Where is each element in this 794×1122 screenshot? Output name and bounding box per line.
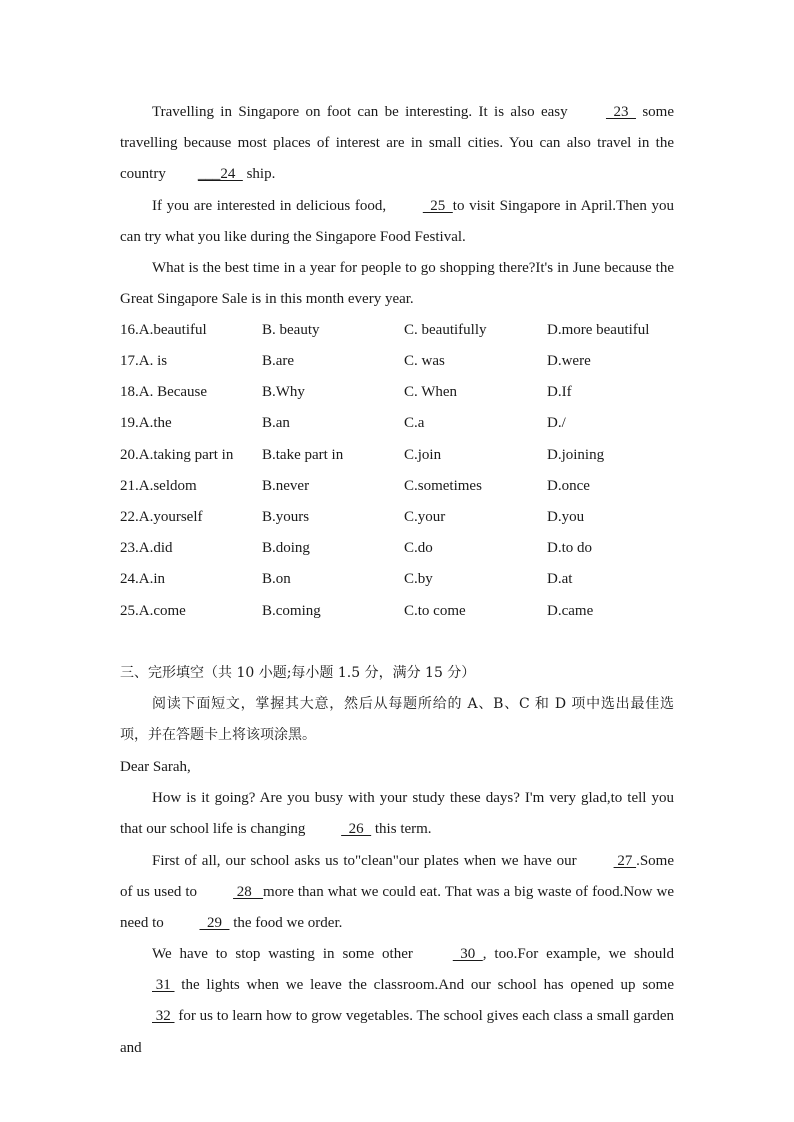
option-d: D.at (547, 571, 573, 587)
blank-25: 25 (422, 198, 453, 214)
blank-27: 27 (613, 853, 637, 869)
passage-text: some travelling because most places of interest are in small cities. You can also travel in the country (120, 104, 674, 183)
option-b: B.coming (262, 603, 321, 619)
option-c: C.do (404, 540, 433, 556)
blank-31: 31 (152, 977, 175, 994)
option-a: 19.A.the (120, 415, 172, 431)
question-options-17 (120, 346, 680, 377)
option-c: C.join (404, 447, 442, 463)
option-a: 20.A.taking part in (120, 447, 234, 463)
passage-text: to visit Singapore in April.Then you can try what you like during the Singapore Food Festival. (120, 198, 674, 246)
passage-text: the food we order. (229, 915, 343, 932)
option-a: 24.A.in (120, 571, 165, 587)
blank-26: 26 (341, 821, 372, 838)
letter-paragraph-2 (120, 846, 674, 940)
letter-salutation: Dear Sarah, (120, 759, 191, 775)
blank-29: 29 (199, 915, 230, 932)
passage-text: .Some of us used to (120, 853, 674, 901)
option-c: C.a (404, 415, 425, 431)
option-c: C. When (404, 384, 458, 400)
passage-text: the lights when we leave the classroom.And our school has opened up some (174, 977, 674, 994)
option-a: 22.A.yourself (120, 509, 203, 525)
option-a: 16.A.beautiful (120, 322, 207, 338)
option-d: D.were (547, 353, 591, 369)
passage-text: more than what we could eat. That was a big waste of food.Now we need to (120, 884, 674, 932)
option-b: B.are (262, 353, 295, 369)
option-c: C. was (404, 353, 445, 369)
option-c: C.by (404, 571, 433, 587)
section-instruction: 阅读下面短文，掌握其大意，然后从每题所给的 A、B、C 和 D 项中选出最佳选项，并在答题卡上将该项涂黑。 (120, 696, 674, 744)
option-d: D./ (547, 415, 566, 431)
blank-23: 23 (605, 104, 636, 120)
question-options-19 (120, 408, 680, 439)
passage-text: ship. (242, 166, 276, 183)
option-b: B. beauty (262, 322, 320, 338)
option-c: C.sometimes (404, 478, 482, 494)
option-a: 25.A.come (120, 603, 186, 619)
option-c: C.to come (404, 603, 466, 619)
section-heading: 三、完形填空（共 10 小题;每小题 1.5 分，满分 15 分） (120, 665, 476, 681)
option-c: C.your (404, 509, 446, 525)
option-d: D.you (547, 509, 585, 525)
option-b: B.take part in (262, 447, 344, 463)
passage-text: First of all, our school asks us to"clean"our plates when we have our (152, 853, 582, 869)
blank-24: ___24 (197, 166, 243, 183)
option-d: D.to do (547, 540, 592, 556)
option-d: D.once (547, 478, 590, 494)
letter-paragraph-1 (120, 783, 674, 845)
passage-paragraph-1 (120, 97, 674, 191)
option-b: B.doing (262, 540, 310, 556)
blank-28: 28 (233, 884, 264, 901)
option-c: C. beautifully (404, 322, 487, 338)
option-b: B.an (262, 415, 290, 431)
passage-text: If you are interested in delicious food, (152, 198, 391, 214)
option-d: D.If (547, 384, 572, 400)
passage-text: What is the best time in a year for people to go shopping there?It's in June because the Great Singapore Sale is in this month every year. (120, 260, 674, 308)
option-b: B.Why (262, 384, 305, 400)
option-a: 17.A. is (120, 353, 168, 369)
passage-paragraph-2 (120, 191, 674, 253)
question-options-24 (120, 564, 680, 595)
option-b: B.yours (262, 509, 310, 525)
option-d: D.joining (547, 447, 605, 463)
option-d: D.more beautiful (547, 322, 650, 338)
passage-text: this term. (371, 821, 432, 838)
passage-text: for us to learn how to grow vegetables. The school gives each class a small garden and (120, 1008, 674, 1056)
option-d: D.came (547, 603, 594, 619)
passage-paragraph-3 (120, 253, 674, 315)
passage-text: , too.For example, we should (482, 946, 674, 962)
question-options-22 (120, 502, 680, 533)
passage-text: How is it going? Are you busy with your study these days? I'm very glad,to tell you that our school life is changing (120, 790, 674, 838)
passage-text: Travelling in Singapore on foot can be interesting. It is also easy (152, 104, 574, 120)
option-a: 18.A. Because (120, 384, 208, 400)
question-options-21 (120, 471, 680, 502)
question-options-16 (120, 315, 680, 346)
question-options-20 (120, 440, 680, 471)
letter-paragraph-3 (120, 939, 674, 1064)
question-options-23 (120, 533, 680, 564)
blank-32: 32 (152, 1008, 175, 1025)
blank-30: 30 (452, 946, 483, 962)
question-options-18 (120, 377, 680, 408)
option-a: 23.A.did (120, 540, 173, 556)
question-options-25 (120, 596, 680, 627)
option-a: 21.A.seldom (120, 478, 197, 494)
option-b: B.never (262, 478, 310, 494)
option-b: B.on (262, 571, 291, 587)
passage-text: We have to stop wasting in some other (152, 946, 421, 962)
